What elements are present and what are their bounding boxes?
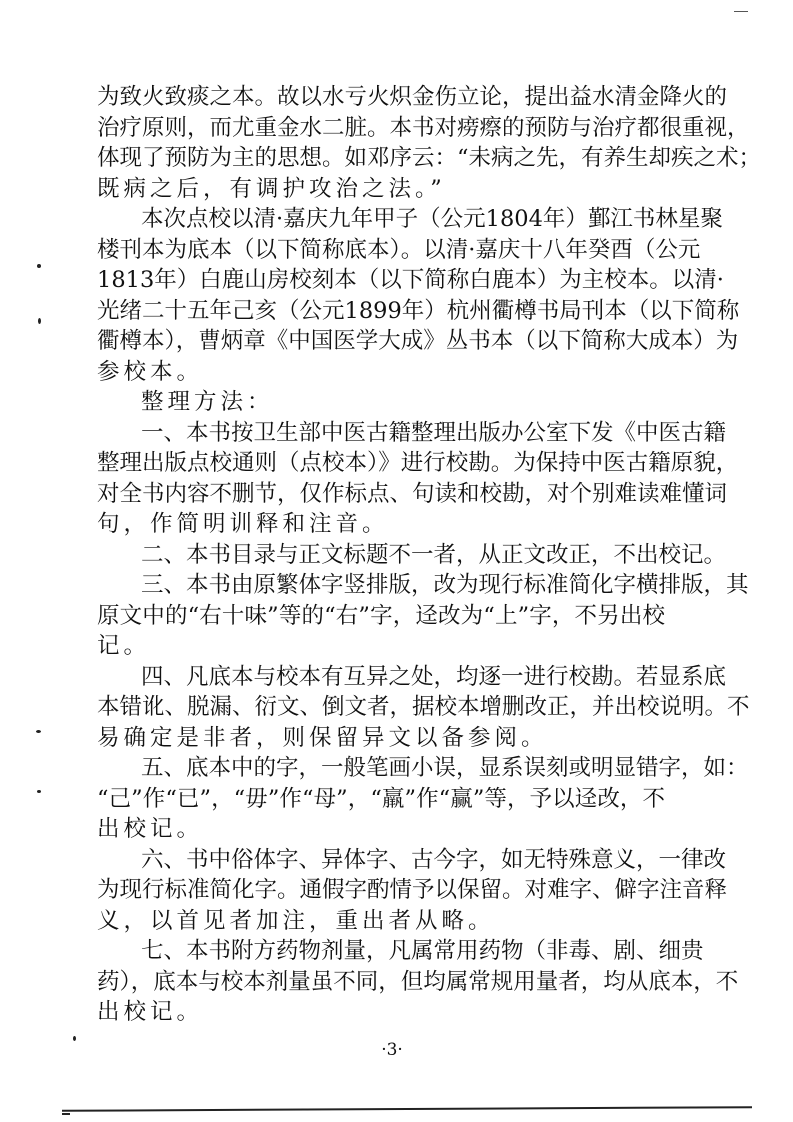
text-line: “己”作“已”，“毋”作“母”，“羸”作“赢”等，予以迳改，不 xyxy=(97,785,665,812)
text-line: 治疗原则，而尤重金水二脏。本书对痨瘵的预防与治疗都很重视， xyxy=(97,114,750,141)
scan-speck xyxy=(36,730,41,733)
page-number: ·3· xyxy=(381,1040,403,1060)
text-line: 出校记。 xyxy=(97,999,204,1025)
text-line: 三、本书由原繁体字竖排版，改为现行标准简化字横排版，其 xyxy=(141,572,749,598)
scan-speck xyxy=(38,318,41,324)
text-line: 为致火致痰之本。故以水亏火炽金伤立论，提出益水清金降火的 xyxy=(97,84,728,110)
text-line: 六、书中俗体字、异体字、古今字，如无特殊意义，一律改 xyxy=(141,846,727,873)
text-line: 义，以首见者加注，重出者从略。 xyxy=(97,907,495,934)
text-line: 七、本书附方药物剂量，凡属常用药物（非毒、剧、细贵 xyxy=(141,938,704,964)
text-line: 出校记。 xyxy=(97,816,204,842)
scan-speck xyxy=(734,11,748,12)
text-line: 体现了预防为主的思想。如邓序云：“未病之先，有养生却疾之术； xyxy=(97,145,762,171)
text-line: 楼刊本为底本（以下简称底本）。以清·嘉庆十八年癸酉（公元 xyxy=(97,236,701,263)
text-line: 句，作简明训释和注音。 xyxy=(97,511,389,537)
text-line: 记。 xyxy=(97,633,151,659)
text-line: 光绪二十五年己亥（公元1899年）杭州衢樽书局刊本（以下简称 xyxy=(97,297,740,324)
text-line: 本次点校以清·嘉庆九年甲子（公元1804年）鄞江书林星聚 xyxy=(141,206,723,232)
text-line: 整理方法： xyxy=(141,389,274,415)
scan-speck xyxy=(73,1036,76,1041)
text-line: 既病之后，有调护攻治之法。” xyxy=(97,175,446,202)
text-line: 1813年）白鹿山房校刻本（以下简称白鹿本）为主校本。以清· xyxy=(97,267,724,293)
text-line: 一、本书按卫生部中医古籍整理出版办公室下发《中医古籍 xyxy=(141,419,727,446)
text-line: 四、凡底本与校本有互异之处，均逐一进行校勘。若显系底 xyxy=(141,663,727,690)
bottom-rule-tick xyxy=(62,1113,70,1115)
scan-speck xyxy=(37,790,41,793)
scan-speck xyxy=(37,264,41,268)
text-line: 为现行标准简化字。通假字酌情予以保留。对难字、僻字注音释 xyxy=(97,877,728,903)
body-text xyxy=(97,82,762,1028)
text-line: 本错讹、脱漏、衍文、倒文者，据校本增删改正，并出校说明。不 xyxy=(97,694,750,720)
text-line: 原文中的“右十味”等的“右”字，迳改为“上”字，不另出校 xyxy=(97,602,665,629)
text-line: 易确定是非者，则保留异文以备参阅。 xyxy=(97,724,548,751)
text-line: 二、本书目录与正文标题不一者，从正文改正，不出校记。 xyxy=(141,541,727,568)
text-line: 整理出版点校通则（点校本）》进行校勘。为保持中医古籍原貌， xyxy=(97,450,739,476)
text-line: 药），底本与校本剂量虽不同，但均属常规用量者，均从底本，不 xyxy=(97,968,739,995)
text-line: 参校本。 xyxy=(97,358,204,385)
text-line: 五、底本中的字，一般笔画小误，显系误刻或明显错字，如： xyxy=(141,755,749,781)
text-line: 对全书内容不删节，仅作标点、句读和校勘，对个别难读难懂词 xyxy=(97,480,728,507)
text-line: 衢樽本），曹炳章《中国医学大成》丛书本（以下简称大成本）为 xyxy=(97,328,739,354)
bottom-rule xyxy=(62,1106,752,1112)
